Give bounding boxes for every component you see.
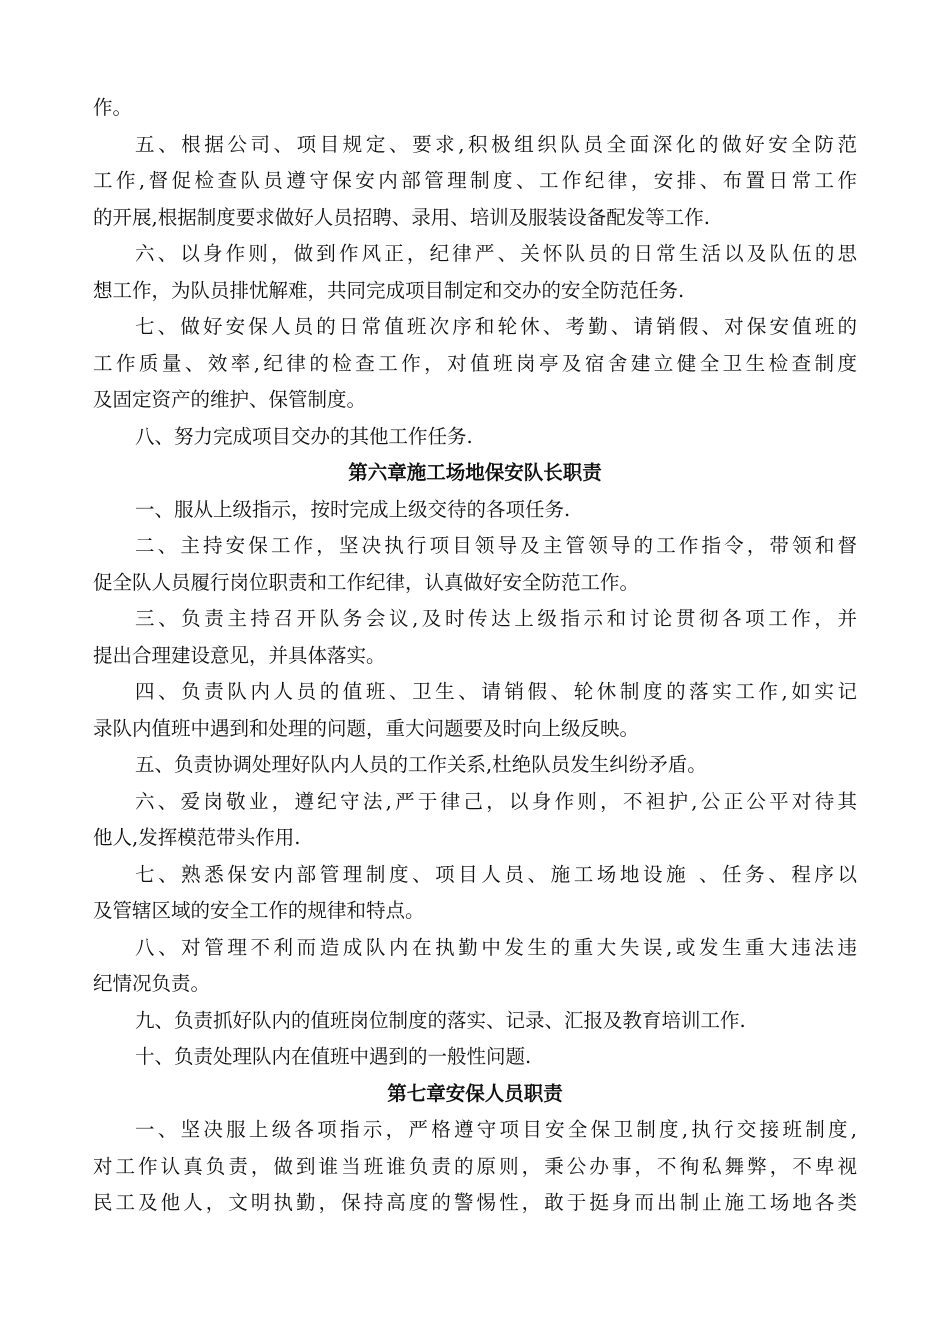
- text-line: 民工及他人，文明执勤，保持高度的警惕性，敢于挺身而出制止施工场地各类: [93, 1191, 857, 1214]
- chapter-heading: 第六章施工场地保安队长职责: [348, 461, 602, 484]
- text-line: 及管辖区域的安全工作的规律和特点。: [93, 899, 425, 922]
- text-line: 的开展,根据制度要求做好人员招聘、录用、培训及服装设备配发等工作.: [93, 205, 710, 229]
- text-line: 纪情况负责。: [93, 972, 211, 995]
- text-line: 对工作认真负责，做到谁当班谁负责的原则，秉公办事，不徇私舞弊，不卑视: [93, 1154, 857, 1178]
- paragraph-start-line: 四、负责队内人员的值班、卫生、请销假、轮休制度的落实工作,如实记: [135, 680, 857, 703]
- text-line: 录队内值班中遇到和处理的问题，重大问题要及时向上级反映。: [93, 716, 640, 740]
- text-line: 工作质量、效率,纪律的检查工作，对值班岗亭及宿舍建立健全卫生检查制度: [93, 351, 857, 375]
- paragraph-start-line: 七、做好安保人员的日常值班次序和轮休、考勤、请销假、对保安值班的: [135, 315, 857, 338]
- paragraph-start-line: 六、以身作则，做到作风正，纪律严、关怀队员的日常生活以及队伍的思: [135, 242, 857, 265]
- paragraph-start-line: 九、负责抓好队内的值班岗位制度的落实、记录、汇报及教育培训工作.: [135, 1008, 746, 1032]
- paragraph-start-line: 七、熟悉保安内部管理制度、项目人员、施工场地设施 、任务、程序以: [135, 862, 857, 886]
- text-line: 促全队人员履行岗位职责和工作纪律，认真做好安全防范工作。: [93, 570, 640, 594]
- paragraph-start-line: 二、主持安保工作，坚决执行项目领导及主管领导的工作指令，带领和督: [135, 534, 857, 557]
- paragraph-start-line: 十、负责处理队内在值班中遇到的一般性问题.: [135, 1045, 532, 1068]
- paragraph-start-line: 一、服从上级指示，按时完成上级交待的各项任务.: [135, 497, 571, 521]
- paragraph-start-line: 三、负责主持召开队务会议,及时传达上级指示和讨论贯彻各项工作，并: [135, 607, 857, 630]
- paragraph-start-line: 五、负责协调处理好队内人员的工作关系,杜绝队员发生纠纷矛盾。: [135, 753, 707, 776]
- text-line: 提出合理建设意见，并具体落实。: [93, 643, 386, 667]
- paragraph-start-line: 八、对管理不利而造成队内在执勤中发生的重大失误,或发生重大违法违: [135, 935, 857, 959]
- text-line: 及固定资产的维护、保管制度。: [93, 388, 367, 411]
- paragraph-start-line: 八、努力完成项目交办的其他工作任务.: [135, 424, 473, 448]
- document-page: [93, 90, 857, 1222]
- text-line: 工作,督促检查队员遵守保安内部管理制度、工作纪律，安排、布置日常工作: [93, 169, 857, 192]
- paragraph-start-line: 六、爱岗敬业，遵纪守法,严于律己，以身作则，不袒护,公正公平对待其: [135, 789, 857, 813]
- paragraph-start-line: 一、坚决服上级各项指示，严格遵守项目安全保卫制度,执行交接班制度,: [135, 1118, 857, 1141]
- text-line: 他人,发挥模范带头作用.: [93, 826, 301, 849]
- paragraph-start-line: 五、根据公司、项目规定、要求,积极组织队员全面深化的做好安全防范: [135, 132, 857, 156]
- chapter-heading: 第七章安保人员职责: [387, 1081, 563, 1105]
- text-line: 想工作，为队员排忧解难，共同完成项目制定和交办的安全防范任务.: [93, 278, 685, 302]
- text-line: 作。: [93, 96, 133, 119]
